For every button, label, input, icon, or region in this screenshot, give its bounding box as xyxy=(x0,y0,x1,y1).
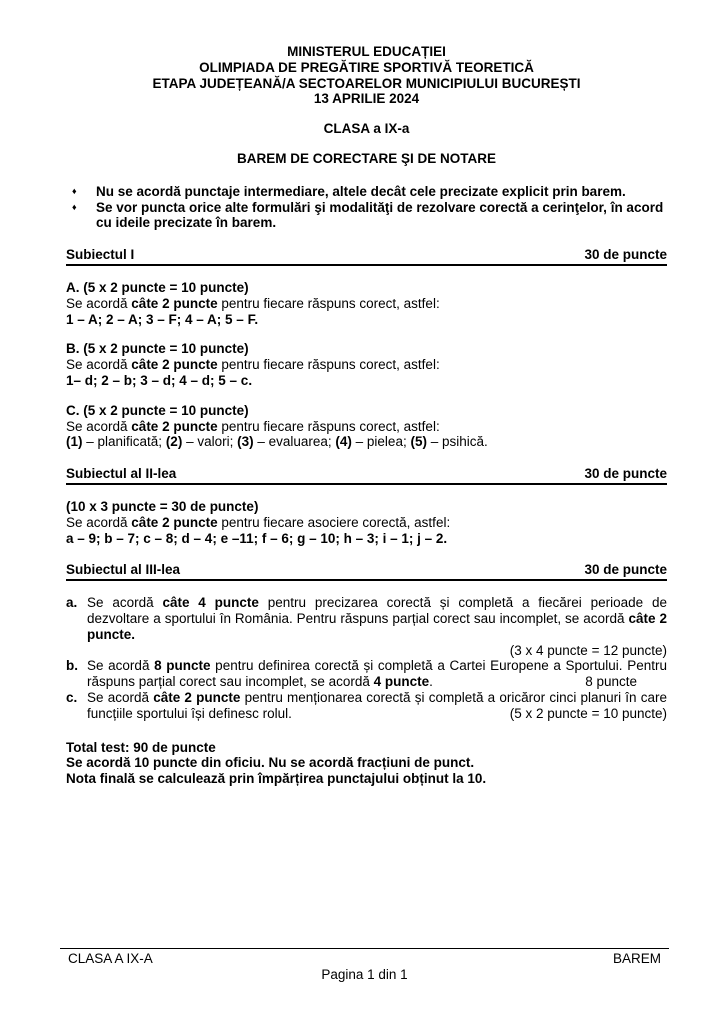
part-c-heading: C. (5 x 2 puncte = 10 puncte) xyxy=(66,402,249,418)
note-text: Nu se acordă punctaje intermediare, altele decât cele precizate explicit prin barem. xyxy=(96,183,626,199)
section-1-part-c xyxy=(66,403,667,450)
olympiad-line: OLIMPIADA DE PREGĂTIRE SPORTIVĂ TEORETICĂ xyxy=(199,59,534,75)
section-3-heading xyxy=(66,562,667,581)
item-c-points: (5 x 2 puncte = 10 puncte) xyxy=(509,705,667,721)
oficiu-line: Se acordă 10 puncte din oficiu. Nu se acordă fracțiuni de punct. xyxy=(66,755,475,771)
part-b-intro: Se acordă câte 2 puncte pentru fiecare răspuns corect, astfel: xyxy=(66,357,440,373)
item-b-text: Se acordă 8 puncte pentru definirea corectă și completă a Cartei Europene a Sportului. Pentru răspuns parțial corect sau incomplet, se acordă 4 puncte. xyxy=(87,658,667,690)
part-b-answers: 1– d; 2 – b; 3 – d; 4 – d; 5 – c. xyxy=(66,372,253,388)
section-1-points: 30 de puncte xyxy=(584,247,667,263)
diamond-bullet-icon: ♦ xyxy=(72,201,77,212)
item-c xyxy=(66,690,667,722)
stage-line: ETAPA JUDEȚEANĂ/A SECTOARELOR MUNICIPIULUI BUCUREȘTI xyxy=(152,75,581,91)
document-header xyxy=(66,44,667,107)
section-2-body xyxy=(66,499,667,546)
item-c-text: Se acordă câte 2 puncte pentru menționarea corectă și completă a oricăror cinci planuri în care funcțiile sportului își definesc rolul. xyxy=(87,689,667,721)
item-c-marker: c. xyxy=(66,689,78,705)
item-a xyxy=(66,595,667,658)
item-a-text: Se acordă câte 4 puncte pentru precizarea corectă și completă a fiecărei perioade de dezvoltare a sportului în România. Pentru răspuns parțial corect sau incomplet, se acordă câte 2 puncte. xyxy=(87,595,668,642)
part-a-heading: A. (5 x 2 puncte = 10 puncte) xyxy=(66,279,249,295)
section-3-title: Subiectul al III-lea xyxy=(66,562,181,578)
section-3-body xyxy=(66,595,667,721)
section-2-answers: a – 9; b – 7; c – 8; d – 4; e –11; f – 6; g – 10; h – 3; i – 1; j – 2. xyxy=(66,530,448,546)
section-2-points: 30 de puncte xyxy=(584,466,667,482)
section-2-intro: Se acordă câte 2 puncte pentru fiecare asociere corectă, astfel: xyxy=(66,514,451,530)
item-b-points: 8 puncte xyxy=(585,674,637,690)
section-1-heading xyxy=(66,247,667,266)
diamond-bullet-icon: ♦ xyxy=(72,185,77,196)
page-footer xyxy=(60,948,669,983)
total-test-line: Total test: 90 de puncte xyxy=(66,739,216,755)
section-2-heading xyxy=(66,466,667,485)
section-3-points: 30 de puncte xyxy=(584,562,667,578)
document-title: BAREM DE CORECTARE ŞI DE NOTARE xyxy=(236,150,496,166)
item-a-points: (3 x 4 puncte = 12 puncte) xyxy=(509,642,667,658)
part-c-intro: Se acordă câte 2 puncte pentru fiecare răspuns corect, astfel: xyxy=(66,418,440,434)
class-label: CLASA a IX-a xyxy=(323,121,410,137)
part-c-answers: (1) – planificată; (2) – valori; (3) – evaluarea; (4) – pielea; (5) – psihică. xyxy=(66,434,488,450)
footer-page-number: Pagina 1 din 1 xyxy=(321,966,408,982)
note-text: Se vor puncta orice alte formulări şi modalităţi de rezolvare corectă a cerinţelor, în acord cu ideile precizate în barem. xyxy=(96,199,664,231)
section-2-title: Subiectul al II-lea xyxy=(66,466,177,482)
section-1-title: Subiectul I xyxy=(66,247,135,263)
note-item xyxy=(66,184,667,200)
section-1-part-b xyxy=(66,341,667,388)
general-notes xyxy=(66,184,667,231)
item-a-marker: a. xyxy=(66,595,78,611)
item-b-marker: b. xyxy=(66,658,78,674)
part-b-heading: B. (5 x 2 puncte = 10 puncte) xyxy=(66,341,249,357)
part-a-answers: 1 – A; 2 – A; 3 – F; 4 – A; 5 – F. xyxy=(66,311,259,327)
section-1-part-a xyxy=(66,280,667,327)
ministry-line: MINISTERUL EDUCAȚIEI xyxy=(287,44,446,59)
section-2-formula: (10 x 3 puncte = 30 de puncte) xyxy=(66,498,259,514)
nota-finala-line: Nota finală se calculează prin împărțirea punctajului obținut la 10. xyxy=(66,771,487,787)
footer-class-label: CLASA A IX-A xyxy=(68,951,153,966)
note-item xyxy=(66,200,667,232)
footer-barem-label: BAREM xyxy=(612,951,661,966)
total-block xyxy=(66,740,667,787)
date-line: 13 APRILIE 2024 xyxy=(313,91,420,107)
item-b xyxy=(66,658,667,690)
part-a-intro: Se acordă câte 2 puncte pentru fiecare răspuns corect, astfel: xyxy=(66,295,440,311)
